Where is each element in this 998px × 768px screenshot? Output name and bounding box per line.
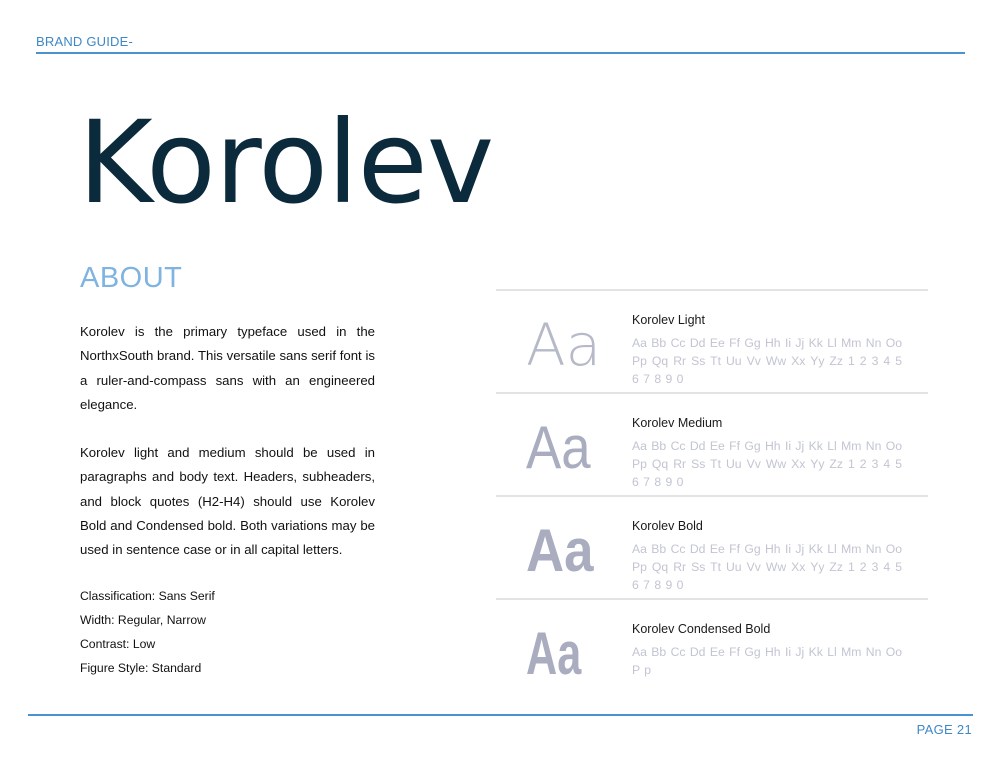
glyph-sample: Aa [526, 517, 594, 584]
spec-width: Width: Regular, Narrow [80, 613, 206, 627]
sample-name: Korolev Medium [632, 416, 723, 430]
sample-name: Korolev Light [632, 313, 705, 327]
footer-divider [28, 714, 973, 716]
page-title: Korolev [78, 96, 494, 229]
sample-alphabet: Aa Bb Cc Dd Ee Ff Gg Hh Ii Jj Kk Ll Mm Nn Oo Pp Qq Rr Ss Tt Uu Vv Ww Xx Yy Zz 1 2 3 4 5 6 7 8 9 0 [632, 542, 903, 592]
glyph-sample: Aa [526, 414, 591, 481]
sample-alphabet: Aa Bb Cc Dd Ee Ff Gg Hh Ii Jj Kk Ll Mm Nn Oo Pp Qq Rr Ss Tt Uu Vv Ww Xx Yy Zz 1 2 3 4 5 6 7 8 9 0 [632, 336, 903, 386]
glyph-sample: Aa [526, 311, 602, 379]
sample-name: Korolev Bold [632, 519, 703, 533]
spec-contrast: Contrast: Low [80, 637, 156, 651]
about-heading: ABOUT [80, 262, 183, 294]
sample-alphabet: Aa Bb Cc Dd Ee Ff Gg Hh Ii Jj Kk Ll Mm Nn Oo P p [632, 645, 903, 677]
glyph-sample: Aa [526, 620, 582, 687]
about-paragraph-2: Korolev light and medium should be used in paragraphs and body text. Headers, subheaders, and block quotes (H2-H4) should use Korolev Bold and Condensed bold. Both variations may be used in sentence case or in all capital letters. [80, 445, 375, 558]
sample-light [496, 289, 928, 392]
sample-condensed-bold [496, 598, 928, 701]
spec-classification: Classification: Sans Serif [80, 589, 215, 603]
spec-figure-style: Figure Style: Standard [80, 661, 202, 675]
sample-alphabet: Aa Bb Cc Dd Ee Ff Gg Hh Ii Jj Kk Ll Mm Nn Oo Pp Qq Rr Ss Tt Uu Vv Ww Xx Yy Zz 1 2 3 4 5 6 7 8 9 0 [632, 439, 903, 489]
header-divider [36, 52, 965, 54]
typeface-specs [80, 586, 215, 682]
page-number: PAGE 21 [916, 722, 972, 737]
sample-bold [496, 495, 928, 598]
sample-name: Korolev Condensed Bold [632, 622, 771, 636]
about-paragraph-1: Korolev is the primary typeface used in the NorthxSouth brand. This versatile sans serif font is a ruler-and-compass sans with an engineered elegance. [80, 324, 375, 412]
font-samples [496, 289, 928, 701]
brand-guide-label: BRAND GUIDE- [36, 34, 134, 49]
about-body [80, 320, 375, 587]
sample-medium [496, 392, 928, 495]
